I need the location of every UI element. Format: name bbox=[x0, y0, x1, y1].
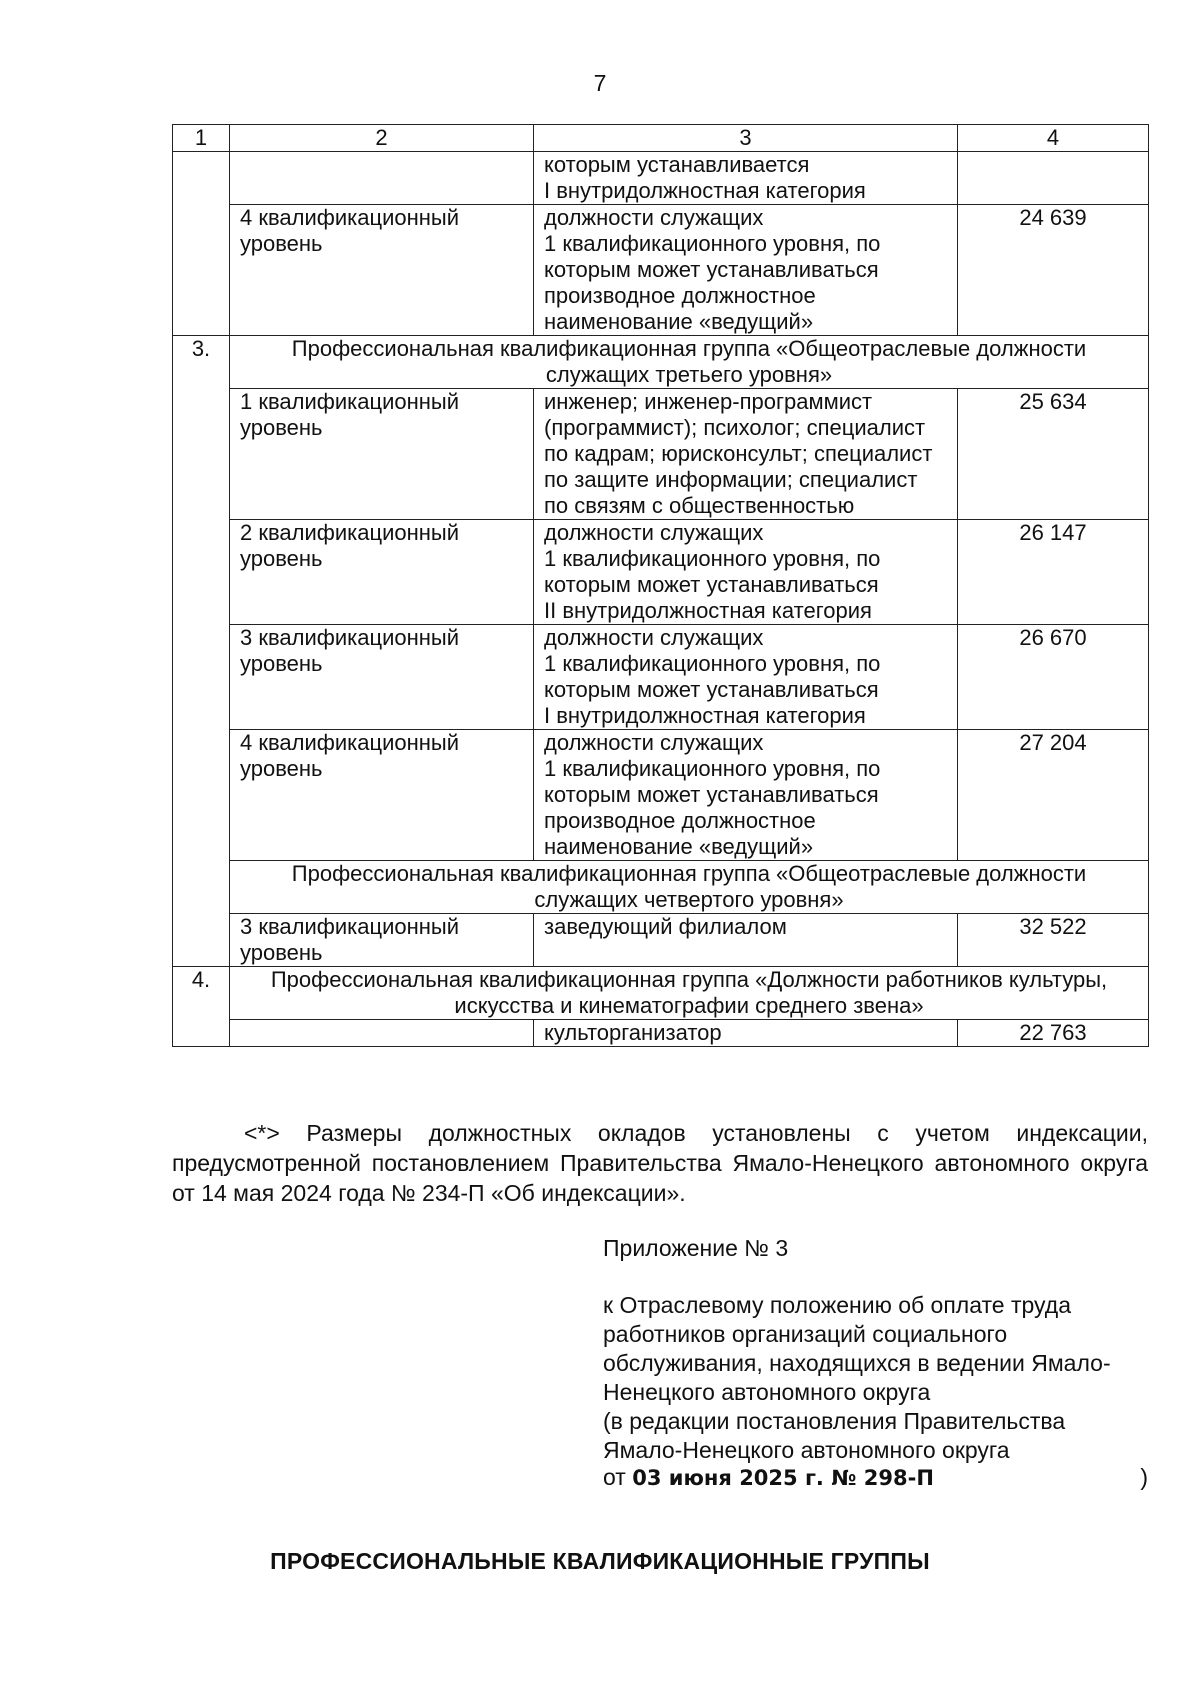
salary-cell: 26 147 bbox=[958, 520, 1149, 625]
group-title-cell: Профессиональная квалификационная группа «Должности работников культуры, искусства и кинематографии среднего звена» bbox=[230, 967, 1149, 1020]
row-number-cell bbox=[173, 914, 230, 967]
table-row bbox=[173, 520, 1149, 625]
table-row bbox=[173, 205, 1149, 336]
table-row bbox=[173, 914, 1149, 967]
date-prefix: от bbox=[603, 1464, 626, 1490]
footnote: <*> Размеры должностных окладов установлены с учетом индексации, предусмотренной постановлением Правительства Ямало-Ненецкого автономного округа от 14 мая 2024 года № 234-П «Об индексации». bbox=[172, 1120, 1148, 1206]
salary-cell: 22 763 bbox=[958, 1020, 1149, 1047]
group-title-cell: Профессиональная квалификационная группа «Общеотраслевые должности служащих третьего уровня» bbox=[230, 336, 1149, 389]
positions-cell: культорганизатор bbox=[534, 1020, 958, 1047]
row-number-cell bbox=[173, 1020, 230, 1047]
table-body bbox=[173, 125, 1149, 1047]
appendix-title: Приложение № 3 bbox=[603, 1235, 789, 1261]
group-title-cell: Профессиональная квалификационная группа «Общеотраслевые должности служащих четвертого уровня» bbox=[230, 861, 1149, 914]
table-header-row bbox=[173, 125, 1149, 152]
table-row bbox=[173, 152, 1149, 205]
level-cell: 3 квалификационный уровень bbox=[230, 914, 534, 967]
header-cell-4: 4 bbox=[958, 125, 1149, 152]
salary-cell: 26 670 bbox=[958, 625, 1149, 730]
group-row bbox=[173, 861, 1149, 914]
level-cell: 1 квалификационный уровень bbox=[230, 389, 534, 520]
positions-cell: должности служащих 1 квалификационного уровня, по которым может устанавливаться производное должностное наименование «ведущий» bbox=[534, 205, 958, 336]
group-row bbox=[173, 967, 1149, 1020]
positions-cell: должности служащих 1 квалификационного уровня, по которым может устанавливаться I внутридолжностная категория bbox=[534, 625, 958, 730]
row-number-cell bbox=[173, 520, 230, 625]
table-row bbox=[173, 730, 1149, 861]
header-cell-1: 1 bbox=[173, 125, 230, 152]
level-cell: 4 квалификационный уровень bbox=[230, 205, 534, 336]
page-number: 7 bbox=[593, 70, 607, 96]
row-number-cell bbox=[173, 205, 230, 336]
group-row bbox=[173, 336, 1149, 389]
salary-cell: 27 204 bbox=[958, 730, 1149, 861]
date-value: 03 июня 2025 г. № 298-П bbox=[632, 1466, 934, 1490]
section-heading: ПРОФЕССИОНАЛЬНЫЕ КВАЛИФИКАЦИОННЫЕ ГРУППЫ bbox=[270, 1548, 930, 1574]
positions-cell: заведующий филиалом bbox=[534, 914, 958, 967]
closing-paren: ) bbox=[1140, 1464, 1148, 1490]
positions-cell: должности служащих 1 квалификационного уровня, по которым может устанавливаться II внутридолжностная категория bbox=[534, 520, 958, 625]
salary-cell bbox=[958, 152, 1149, 205]
table-row bbox=[173, 389, 1149, 520]
salary-cell: 32 522 bbox=[958, 914, 1149, 967]
row-number-cell bbox=[173, 389, 230, 520]
row-number-cell bbox=[173, 861, 230, 914]
level-cell bbox=[230, 1020, 534, 1047]
level-cell: 3 квалификационный уровень bbox=[230, 625, 534, 730]
appendix-date-line bbox=[603, 1463, 1148, 1493]
header-cell-2: 2 bbox=[230, 125, 534, 152]
positions-cell: должности служащих 1 квалификационного уровня, по которым может устанавливаться производное должностное наименование «ведущий» bbox=[534, 730, 958, 861]
positions-cell: инженер; инженер-программист (программист); психолог; специалист по кадрам; юрисконсульт; специалист по защите информации; специалист по связям с общественностью bbox=[534, 389, 958, 520]
level-cell bbox=[230, 152, 534, 205]
appendix-body: к Отраслевому положению об оплате труда работников организаций социального обслуживания, находящихся в ведении Ямало-Ненецкого автономного округа (в редакции постановления Правительства Ямало-Ненецкого автономного округа bbox=[603, 1292, 1111, 1463]
row-number-cell: 4. bbox=[173, 967, 230, 1020]
positions-cell: которым устанавливается I внутридолжностная категория bbox=[534, 152, 958, 205]
header-cell-3: 3 bbox=[534, 125, 958, 152]
level-cell: 4 квалификационный уровень bbox=[230, 730, 534, 861]
salary-cell: 25 634 bbox=[958, 389, 1149, 520]
row-number-cell bbox=[173, 625, 230, 730]
salary-table bbox=[172, 124, 1149, 1047]
row-number-cell: 3. bbox=[173, 336, 230, 389]
level-cell: 2 квалификационный уровень bbox=[230, 520, 534, 625]
table-row bbox=[173, 625, 1149, 730]
table-row bbox=[173, 1020, 1149, 1047]
salary-cell: 24 639 bbox=[958, 205, 1149, 336]
row-number-cell bbox=[173, 152, 230, 205]
row-number-cell bbox=[173, 730, 230, 861]
